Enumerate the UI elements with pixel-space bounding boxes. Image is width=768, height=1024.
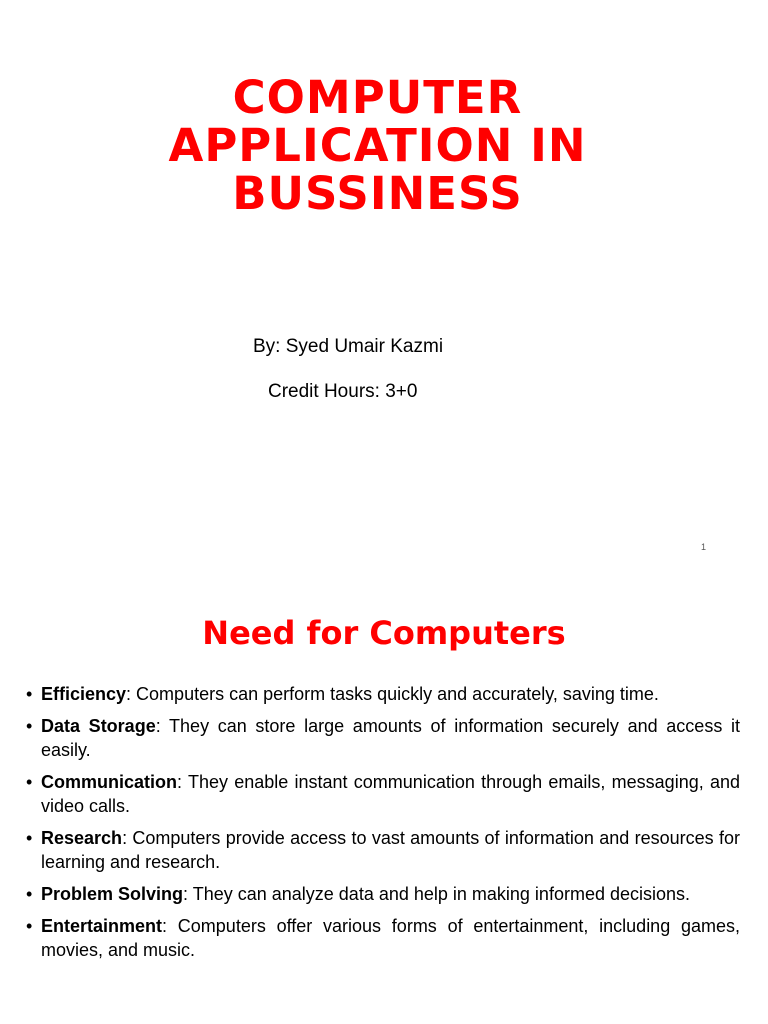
item-text: : Computers provide access to vast amounts of information and resources for learning and research. [41, 828, 740, 872]
list-item [26, 914, 740, 962]
bullet-icon: • [26, 884, 33, 904]
item-text: : They can store large amounts of information securely and access it easily. [41, 716, 740, 760]
list-item [26, 882, 740, 906]
bullet-icon: • [26, 828, 33, 848]
title-line-3: BUSSINESS [232, 167, 523, 220]
credit-hours: Credit Hours: 3+0 [268, 381, 418, 402]
item-term: Efficiency [41, 684, 127, 704]
slide-title: Need for Computers [202, 614, 566, 652]
list-item [26, 714, 740, 762]
item-term: Entertainment [41, 916, 163, 936]
bullet-icon: • [26, 716, 33, 736]
slide-title [100, 71, 655, 220]
bullet-list [26, 682, 740, 970]
item-term: Data Storage [41, 716, 156, 736]
title-line-1: COMPUTER [232, 71, 523, 124]
bullet-icon: • [26, 772, 33, 792]
bullet-icon: • [26, 916, 33, 936]
author-byline: By: Syed Umair Kazmi [253, 336, 444, 357]
list-item [26, 826, 740, 874]
list-item [26, 682, 740, 706]
content-slide [0, 576, 768, 1024]
item-text: : Computers can perform tasks quickly and accurately, saving time. [126, 684, 659, 704]
item-text: : They can analyze data and help in making informed decisions. [183, 884, 691, 904]
item-term: Communication [41, 772, 178, 792]
item-text: : Computers offer various forms of entertainment, including games, movies, and music. [41, 916, 740, 960]
title-line-2: APPLICATION IN [168, 119, 587, 172]
item-text: : They enable instant communication through emails, messaging, and video calls. [41, 772, 740, 816]
bullet-icon: • [26, 684, 33, 704]
list-item [26, 770, 740, 818]
slide-number: 1 [701, 542, 707, 552]
item-term: Research [41, 828, 123, 848]
item-term: Problem Solving [41, 884, 184, 904]
